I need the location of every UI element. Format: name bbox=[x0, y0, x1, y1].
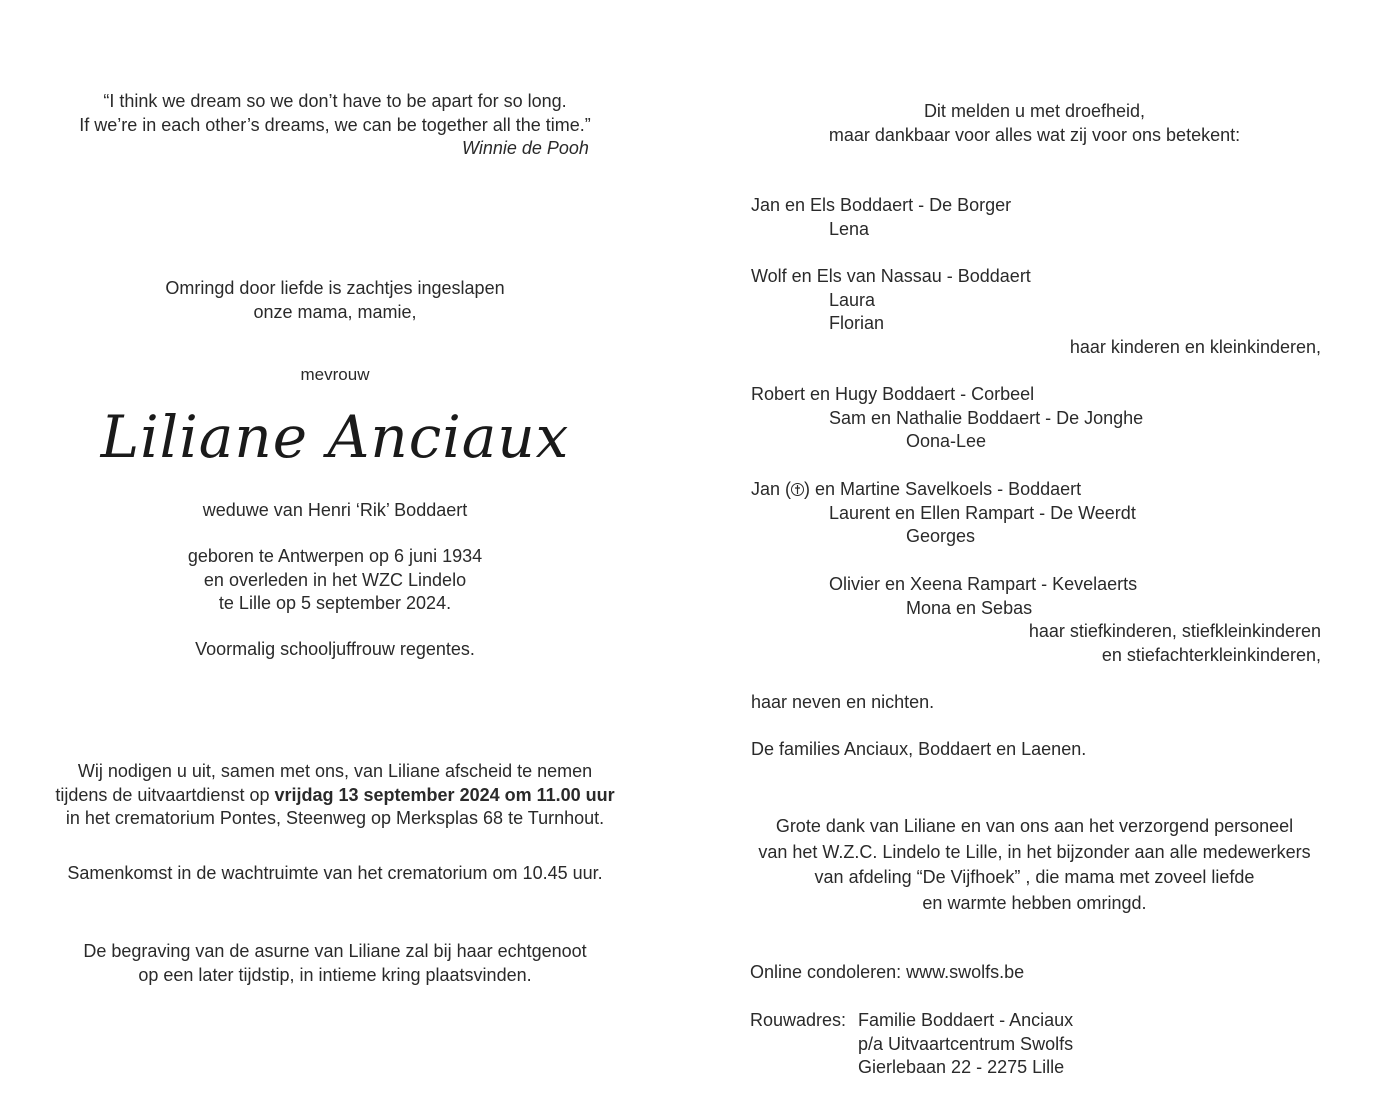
address-label: Rouwadres: bbox=[750, 1010, 847, 1030]
online-condolence: Online condoleren: www.swolfs.be bbox=[750, 962, 1025, 982]
family-3-grandchild: Oona-Lee bbox=[906, 431, 987, 451]
thanks-line-1: Grote dank van Liliane en van ons aan het verzorgend personeel bbox=[775, 816, 1294, 836]
address-line-3: Gierlebaan 22 - 2275 Lille bbox=[858, 1057, 1065, 1077]
family-2-child-1: Laura bbox=[829, 289, 876, 310]
family-3-child: Sam en Nathalie Boddaert - De Jonghe bbox=[829, 407, 1144, 428]
thanks-line-3: van afdeling “De Vijfhoek” , die mama met zoveel liefde bbox=[814, 867, 1255, 887]
family-4-block bbox=[751, 478, 1321, 549]
family-4-grandchild-1: Georges bbox=[906, 526, 976, 546]
gathering-line: Samenkomst in de wachtruimte van het crematorium om 10.45 uur. bbox=[67, 863, 603, 883]
cross-icon bbox=[791, 482, 804, 497]
family-4-child-2: Olivier en Xeena Rampart - Kevelaerts bbox=[829, 574, 1138, 594]
birth-line-1: geboren te Antwerpen op 6 juni 1934 bbox=[187, 546, 483, 566]
honorific: mevrouw bbox=[300, 365, 370, 384]
step-summary-1: haar stiefkinderen, stiefkleinkinderen bbox=[1028, 621, 1321, 641]
thanks-line-4: en warmte hebben omringd. bbox=[922, 892, 1147, 913]
invitation-block bbox=[0, 760, 670, 831]
family-2-block bbox=[751, 265, 1321, 359]
quote-author: Winnie de Pooh bbox=[462, 138, 589, 158]
family-4-grandchild-2: Mona en Sebas bbox=[906, 597, 1033, 618]
address-line-1: Familie Boddaert - Anciaux bbox=[858, 1010, 1074, 1030]
family-2: Wolf en Els van Nassau - Boddaert bbox=[751, 266, 1031, 286]
invite-line-3: in het crematorium Pontes, Steenweg op Merksplas 68 te Turnhout. bbox=[65, 808, 605, 828]
thanks-line-2: van het W.Z.C. Lindelo te Lille, in het bijzonder aan alle medewerkers bbox=[758, 841, 1311, 862]
thanks-block bbox=[690, 814, 1379, 916]
address-block bbox=[858, 1009, 1073, 1080]
intro-line-2: onze mama, mamie, bbox=[253, 301, 417, 322]
family-1-child: Lena bbox=[829, 218, 870, 239]
family-4-child-1: Laurent en Ellen Rampart - De Weerdt bbox=[829, 502, 1136, 523]
intro-line-1: Omringd door liefde is zachtjes ingeslapen bbox=[165, 278, 505, 298]
step-summary-2: en stiefachterkleinkinderen, bbox=[1101, 644, 1321, 665]
family-3-block bbox=[751, 383, 1321, 454]
burial-line-2: op een later tijdstip, in intieme kring plaatsvinden. bbox=[138, 964, 532, 985]
address-line-2: p/a Uitvaartcentrum Swolfs bbox=[858, 1033, 1074, 1054]
burial-block bbox=[0, 940, 670, 987]
family-4b-block bbox=[751, 573, 1321, 667]
families-line: De families Anciaux, Boddaert en Laenen. bbox=[751, 739, 1087, 759]
family-4 bbox=[751, 478, 1321, 502]
announce-line-2: maar dankbaar voor alles wat zij voor ons betekent: bbox=[828, 124, 1241, 145]
quote-line-1: “I think we dream so we don’t have to be apart for so long. bbox=[103, 91, 567, 111]
right-page bbox=[690, 0, 1379, 1118]
birth-line-2: en overleden in het WZC Lindelo bbox=[203, 569, 467, 590]
quote-line-2: If we’re in each other’s dreams, we can be together all the time.” bbox=[79, 114, 591, 135]
announcement-block bbox=[690, 100, 1379, 147]
invite-line-2 bbox=[0, 784, 670, 808]
invite-line-1: Wij nodigen u uit, samen met ons, van Liliane afscheid te nemen bbox=[77, 761, 593, 781]
service-datetime: vrijdag 13 september 2024 om 11.00 uur bbox=[274, 784, 615, 805]
widow-line: weduwe van Henri ‘Rik’ Boddaert bbox=[202, 500, 468, 520]
left-page bbox=[0, 0, 670, 1118]
invite-line-2-prefix: tijdens de uitvaartdienst op bbox=[55, 784, 275, 805]
family-list bbox=[751, 194, 1321, 241]
family-1: Jan en Els Boddaert - De Borger bbox=[751, 195, 1012, 215]
birth-death-block bbox=[0, 545, 670, 616]
family-3: Robert en Hugy Boddaert - Corbeel bbox=[751, 384, 1035, 404]
burial-line-1: De begraving van de asurne van Liliane zal bij haar echtgenoot bbox=[83, 941, 587, 961]
intro-block bbox=[0, 277, 670, 324]
quote-block bbox=[0, 90, 670, 137]
deceased-name: Liliane Anciaux bbox=[100, 403, 570, 471]
announce-line-1: Dit melden u met droefheid, bbox=[923, 101, 1146, 121]
family-4-suffix: ) en Martine Savelkoels - Boddaert bbox=[804, 479, 1082, 499]
family-2-child-2: Florian bbox=[829, 313, 885, 333]
profession: Voormalig schooljuffrouw regentes. bbox=[195, 639, 475, 659]
children-summary: haar kinderen en kleinkinderen, bbox=[1069, 336, 1321, 357]
cousins-line: haar neven en nichten. bbox=[751, 692, 935, 712]
birth-line-3: te Lille op 5 september 2024. bbox=[218, 593, 452, 613]
family-4-prefix: Jan ( bbox=[751, 479, 792, 499]
